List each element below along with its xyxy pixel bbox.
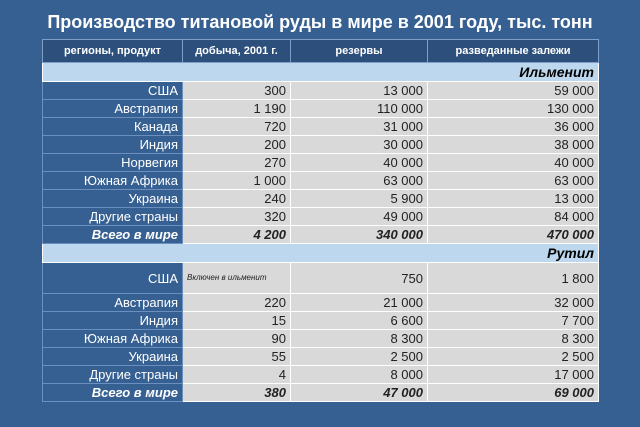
reserves-cell: 750	[291, 263, 428, 294]
production-cell: Включен в ильменит	[183, 263, 291, 294]
header-production: добыча, 2001 г.	[183, 40, 291, 63]
table-row	[43, 330, 599, 348]
region-cell: Южная Африка	[43, 172, 183, 190]
reserves-cell: 63 000	[291, 172, 428, 190]
reserves-cell: 30 000	[291, 136, 428, 154]
region-cell: Украина	[43, 190, 183, 208]
section-header-row	[43, 244, 599, 263]
region-cell: Канада	[43, 118, 183, 136]
production-cell: 90	[183, 330, 291, 348]
production-cell: 55	[183, 348, 291, 366]
table-row	[43, 154, 599, 172]
table-row	[43, 190, 599, 208]
header-deposits: разведанные залежи	[428, 40, 599, 63]
section-title: Ильменит	[43, 63, 599, 82]
table-row	[43, 263, 599, 294]
total-row	[43, 384, 599, 402]
reserves-cell: 31 000	[291, 118, 428, 136]
table-row	[43, 366, 599, 384]
production-cell: 240	[183, 190, 291, 208]
reserves-cell: 340 000	[291, 226, 428, 244]
region-cell: Другие страны	[43, 366, 183, 384]
page-title: Производство титановой руды в мире в 2001 году, тыс. тонн	[47, 12, 593, 32]
deposits-cell: 470 000	[428, 226, 599, 244]
table-row	[43, 208, 599, 226]
deposits-cell: 130 000	[428, 100, 599, 118]
region-cell: Другие страны	[43, 208, 183, 226]
reserves-cell: 40 000	[291, 154, 428, 172]
production-cell: 4	[183, 366, 291, 384]
table-row	[43, 294, 599, 312]
reserves-cell: 8 000	[291, 366, 428, 384]
production-cell: 270	[183, 154, 291, 172]
production-cell: 720	[183, 118, 291, 136]
reserves-cell: 49 000	[291, 208, 428, 226]
table-row	[43, 312, 599, 330]
production-cell: 300	[183, 82, 291, 100]
deposits-cell: 63 000	[428, 172, 599, 190]
reserves-cell: 110 000	[291, 100, 428, 118]
table-header-row	[43, 40, 599, 63]
table-body	[43, 63, 599, 402]
production-cell: 4 200	[183, 226, 291, 244]
table-row	[43, 136, 599, 154]
header-regions: регионы, продукт	[43, 40, 183, 63]
deposits-cell: 84 000	[428, 208, 599, 226]
table-row	[43, 348, 599, 366]
region-cell: Южная Африка	[43, 330, 183, 348]
header-reserves: резервы	[291, 40, 428, 63]
reserves-cell: 8 300	[291, 330, 428, 348]
deposits-cell: 1 800	[428, 263, 599, 294]
production-cell: 1 000	[183, 172, 291, 190]
production-cell: 1 190	[183, 100, 291, 118]
deposits-cell: 36 000	[428, 118, 599, 136]
reserves-cell: 6 600	[291, 312, 428, 330]
table-row	[43, 172, 599, 190]
region-cell: Украина	[43, 348, 183, 366]
deposits-cell: 13 000	[428, 190, 599, 208]
reserves-cell: 2 500	[291, 348, 428, 366]
table-row	[43, 100, 599, 118]
production-cell: 380	[183, 384, 291, 402]
region-cell: Австрапия	[43, 100, 183, 118]
reserves-cell: 13 000	[291, 82, 428, 100]
deposits-cell: 38 000	[428, 136, 599, 154]
deposits-cell: 69 000	[428, 384, 599, 402]
deposits-cell: 2 500	[428, 348, 599, 366]
region-cell: Норвегия	[43, 154, 183, 172]
deposits-cell: 40 000	[428, 154, 599, 172]
production-cell: 220	[183, 294, 291, 312]
reserves-cell: 5 900	[291, 190, 428, 208]
deposits-cell: 59 000	[428, 82, 599, 100]
production-cell: 15	[183, 312, 291, 330]
reserves-cell: 47 000	[291, 384, 428, 402]
reserves-cell: 21 000	[291, 294, 428, 312]
production-cell: 200	[183, 136, 291, 154]
production-cell: 320	[183, 208, 291, 226]
section-title: Рутил	[43, 244, 599, 263]
region-cell: Австрапия	[43, 294, 183, 312]
section-header-row	[43, 63, 599, 82]
deposits-cell: 32 000	[428, 294, 599, 312]
region-cell: Индия	[43, 136, 183, 154]
total-row	[43, 226, 599, 244]
region-cell: США	[43, 263, 183, 294]
deposits-cell: 7 700	[428, 312, 599, 330]
deposits-cell: 8 300	[428, 330, 599, 348]
deposits-cell: 17 000	[428, 366, 599, 384]
table-row	[43, 82, 599, 100]
region-cell: США	[43, 82, 183, 100]
region-cell: Всего в мире	[43, 384, 183, 402]
region-cell: Индия	[43, 312, 183, 330]
region-cell: Всего в мире	[43, 226, 183, 244]
titanium-ore-table	[42, 39, 599, 402]
table-row	[43, 118, 599, 136]
